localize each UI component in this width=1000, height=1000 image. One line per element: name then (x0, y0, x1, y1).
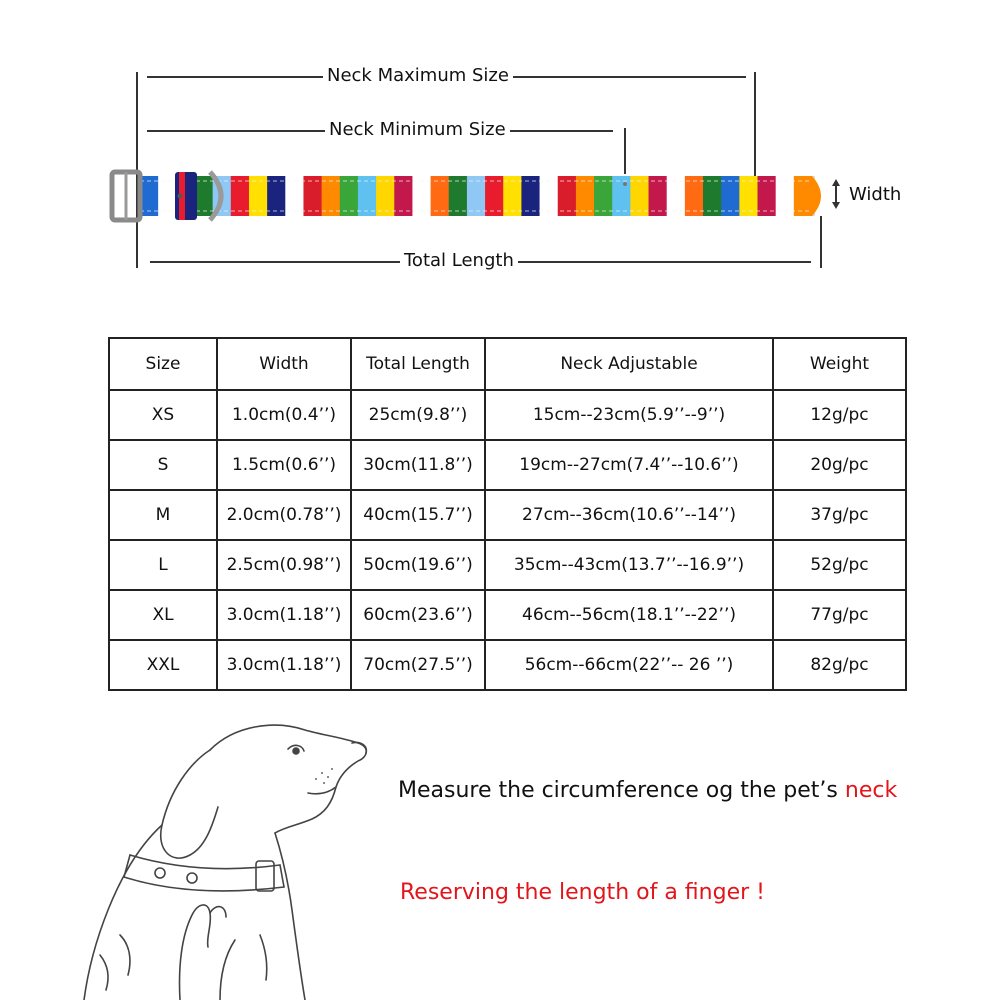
collar-stripe (521, 176, 540, 216)
table-row (109, 640, 906, 690)
cell-total-length: 50cm(19.6’’) (351, 540, 485, 590)
header-weight: Weight (773, 338, 906, 390)
neck-highlight: neck (844, 778, 898, 803)
collar-stripe (776, 176, 795, 216)
cell-neck-adjustable: 15cm--23cm(5.9’’--9’’) (485, 390, 773, 440)
collar-stripe (358, 176, 377, 216)
collar-stripe (649, 176, 668, 216)
cell-size: XL (109, 590, 217, 640)
collar-stripe (249, 176, 268, 216)
header-size: Size (109, 338, 217, 390)
collar-stripe (322, 176, 341, 216)
cell-width: 3.0cm(1.18’’) (217, 590, 351, 640)
size-chart-table (108, 337, 907, 691)
collar-stripe (267, 176, 286, 216)
cell-width: 2.5cm(0.98’’) (217, 540, 351, 590)
collar-stripe (540, 176, 559, 216)
cell-neck-adjustable: 46cm--56cm(18.1’’--22’’) (485, 590, 773, 640)
collar-stripe (467, 176, 486, 216)
collar-stripe (758, 176, 777, 216)
cell-width: 3.0cm(1.18’’) (217, 640, 351, 690)
cell-size: L (109, 540, 217, 590)
collar-stripe (576, 176, 595, 216)
cell-total-length: 60cm(23.6’’) (351, 590, 485, 640)
cell-size: XS (109, 390, 217, 440)
cell-width: 1.5cm(0.6’’) (217, 440, 351, 490)
cell-neck-adjustable: 56cm--66cm(22’’-- 26 ’’) (485, 640, 773, 690)
cell-width: 1.0cm(0.4’’) (217, 390, 351, 440)
cell-weight: 52g/pc (773, 540, 906, 590)
cell-weight: 12g/pc (773, 390, 906, 440)
dog-line-drawing (60, 715, 390, 1000)
table-row (109, 590, 906, 640)
collar-stripe (285, 176, 304, 216)
collar-stripe (739, 176, 758, 216)
width-label: Width (849, 184, 902, 205)
collar-stripe (449, 176, 468, 216)
finger-reserve-note: Reserving the length of a finger ! (400, 880, 765, 905)
table-row (109, 540, 906, 590)
table-row (109, 490, 906, 540)
neck-max-label: Neck Maximum Size (323, 65, 513, 86)
collar-stripe (721, 176, 740, 216)
neck-min-label: Neck Minimum Size (325, 119, 510, 140)
collar-stripe (485, 176, 504, 216)
cell-size: XXL (109, 640, 217, 690)
cell-total-length: 30cm(11.8’’) (351, 440, 485, 490)
collar-stripe (503, 176, 522, 216)
collar-stripe (431, 176, 450, 216)
table-row (109, 390, 906, 440)
table-header-row (109, 338, 906, 390)
collar-stripe (231, 176, 250, 216)
table-row (109, 440, 906, 490)
cell-total-length: 25cm(9.8’’) (351, 390, 485, 440)
header-neck-adjustable: Neck Adjustable (485, 338, 773, 390)
header-total-length: Total Length (351, 338, 485, 390)
cell-weight: 20g/pc (773, 440, 906, 490)
collar-stripe (703, 176, 722, 216)
cell-neck-adjustable: 27cm--36cm(10.6’’--14’’) (485, 490, 773, 540)
collar-stripe (376, 176, 395, 216)
cell-size: M (109, 490, 217, 540)
collar-stripe (612, 176, 631, 216)
cell-weight: 37g/pc (773, 490, 906, 540)
cell-weight: 77g/pc (773, 590, 906, 640)
collar-stripe (685, 176, 704, 216)
collar-stripe (140, 176, 159, 216)
collar-stripe (594, 176, 613, 216)
measure-instruction (398, 778, 897, 803)
collar-stripe (303, 176, 322, 216)
cell-neck-adjustable: 35cm--43cm(13.7’’--16.9’’) (485, 540, 773, 590)
header-width: Width (217, 338, 351, 390)
collar-stripe (667, 176, 686, 216)
collar-stripe (558, 176, 577, 216)
collar-stripe (394, 176, 413, 216)
collar-stripe (412, 176, 431, 216)
cell-size: S (109, 440, 217, 490)
cell-neck-adjustable: 19cm--27cm(7.4’’--10.6’’) (485, 440, 773, 490)
collar-stripe (794, 176, 813, 216)
collar-stripe (630, 176, 649, 216)
cell-total-length: 70cm(27.5’’) (351, 640, 485, 690)
collar-stripe (158, 176, 177, 216)
cell-total-length: 40cm(15.7’’) (351, 490, 485, 540)
total-length-label: Total Length (400, 250, 518, 271)
cell-width: 2.0cm(0.78’’) (217, 490, 351, 540)
collar-stripe (340, 176, 359, 216)
collar-stripe (194, 176, 213, 216)
cell-weight: 82g/pc (773, 640, 906, 690)
collar-image (112, 172, 821, 220)
measure-instruction-text: Measure the circumference og the pet’s (398, 778, 845, 803)
